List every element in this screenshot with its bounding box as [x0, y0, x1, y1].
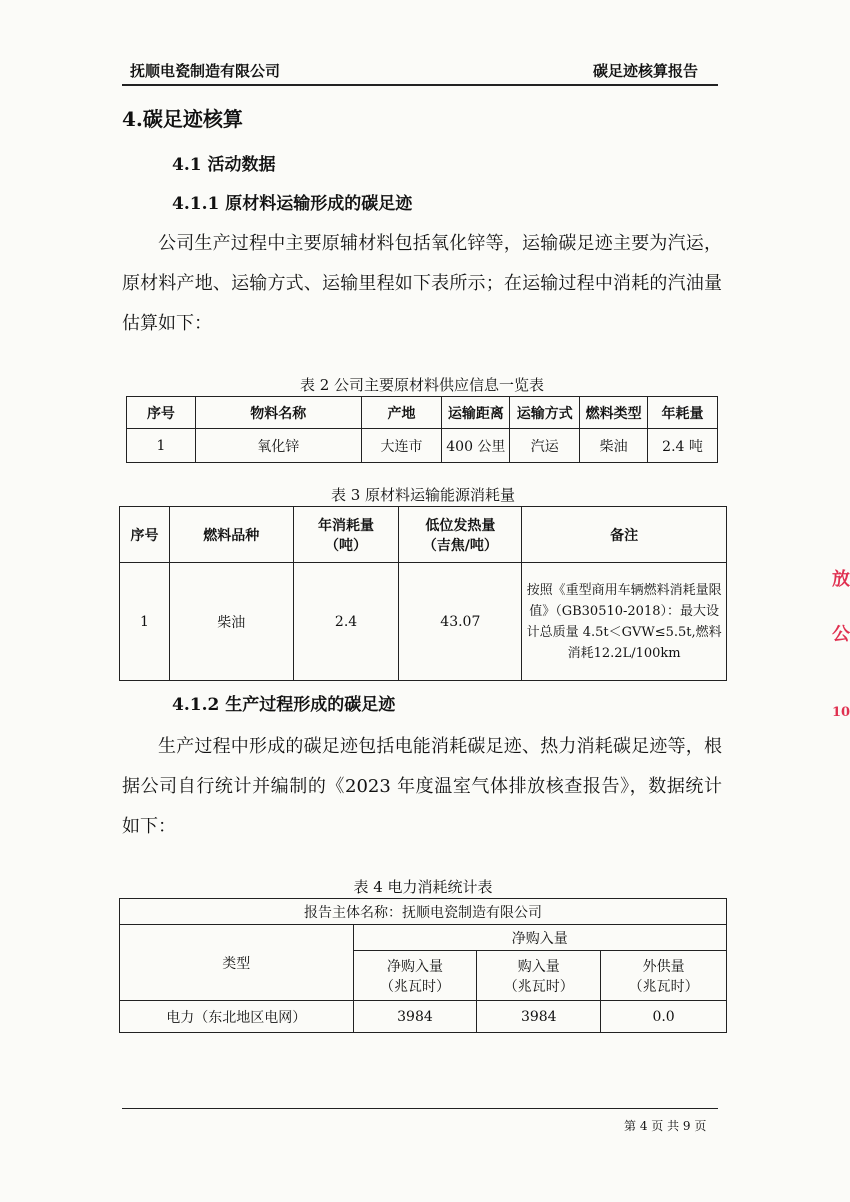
t3-cell-annual: 2.4 — [293, 563, 399, 681]
t3-header-fuel: 燃料品种 — [169, 507, 293, 563]
t2-header-distance: 运输距离 — [442, 397, 510, 429]
t3-header-ncv-label: 低位发热量 — [425, 517, 496, 534]
t3-header-annual-label: 年消耗量 — [318, 517, 375, 534]
t2-cell-annual: 2.4 吨 — [648, 429, 718, 463]
page-number: 第 4 页 共 9 页 — [624, 1119, 707, 1133]
t4-header-type: 类型 — [120, 925, 354, 1001]
t2-header-material: 物料名称 — [195, 397, 361, 429]
table3-caption: 表 3 原材料运输能源消耗量 — [330, 486, 516, 504]
table-electricity — [119, 898, 727, 1033]
t3-header-note: 备注 — [522, 507, 727, 563]
t4-cell-type: 电力（东北地区电网） — [120, 1001, 354, 1033]
t2-cell-mode: 汽运 — [510, 429, 580, 463]
t4-header-net — [353, 951, 477, 1001]
t4-entity: 报告主体名称：抚顺电瓷制造有限公司 — [120, 899, 727, 925]
t2-cell-fuel: 柴油 — [580, 429, 648, 463]
t3-header-no: 序号 — [120, 507, 170, 563]
t4-cell-net: 3984 — [353, 1001, 477, 1033]
t4-cell-purchased: 3984 — [477, 1001, 601, 1033]
table2-caption: 表 2 公司主要原材料供应信息一览表 — [299, 376, 545, 394]
section-title: 4.碳足迹核算 — [122, 107, 243, 131]
paragraph-production: 生产过程中形成的碳足迹包括电能消耗碳足迹、热力消耗碳足迹等，根据公司自行统计并编制的《2023 年度温室气体排放核查报告》，数据统计如下： — [122, 736, 722, 837]
t4-header-purchased-unit: （兆瓦时） — [503, 978, 574, 995]
t3-cell-fuel: 柴油 — [169, 563, 293, 681]
t4-header-net-unit: （兆瓦时） — [379, 978, 450, 995]
t4-header-exported-label: 外供量 — [642, 958, 685, 975]
t2-cell-no: 1 — [127, 429, 196, 463]
t2-header-annual: 年耗量 — [648, 397, 718, 429]
seal-stamp-mark-1: 放 — [832, 569, 850, 590]
table-row — [120, 563, 727, 681]
subsection-4-1-1: 4.1.1 原材料运输形成的碳足迹 — [172, 194, 413, 214]
table-transport-energy — [119, 506, 727, 681]
table-material-supply — [126, 396, 718, 463]
t3-cell-ncv: 43.07 — [399, 563, 522, 681]
t4-header-net-group: 净购入量 — [353, 925, 726, 951]
t3-header-ncv-unit: （吉焦/吨） — [422, 537, 498, 554]
t3-header-annual-unit: （吨） — [325, 537, 368, 554]
t4-header-purchased-label: 购入量 — [517, 958, 560, 975]
table-row — [127, 429, 718, 463]
table4-caption: 表 4 电力消耗统计表 — [353, 878, 493, 896]
t4-header-net-label: 净购入量 — [386, 958, 443, 975]
t3-cell-no: 1 — [120, 563, 170, 681]
t4-cell-exported: 0.0 — [601, 1001, 727, 1033]
header-divider — [122, 84, 718, 86]
footer-divider — [122, 1108, 718, 1109]
t2-cell-origin: 大连市 — [361, 429, 442, 463]
table-row — [120, 1001, 727, 1033]
t2-header-fuel: 燃料类型 — [580, 397, 648, 429]
t2-header-origin: 产地 — [361, 397, 442, 429]
t3-header-annual — [293, 507, 399, 563]
t2-header-mode: 运输方式 — [510, 397, 580, 429]
t4-header-purchased — [477, 951, 601, 1001]
t4-header-exported-unit: （兆瓦时） — [628, 978, 699, 995]
header-report-title: 碳足迹核算报告 — [593, 62, 699, 80]
t2-cell-distance: 400 公里 — [442, 429, 510, 463]
t3-cell-note: 按照《重型商用车辆燃料消耗量限值》（GB30510-2018）：最大设计总质量 4.5t＜GVW≤5.5t,燃料消耗12.2L/100km — [522, 563, 727, 681]
paragraph-transport: 公司生产过程中主要原辅材料包括氧化锌等，运输碳足迹主要为汽运，原材料产地、运输方式、运输里程如下表所示；在运输过程中消耗的汽油量估算如下： — [122, 233, 722, 334]
seal-stamp-mark-3: 10 — [832, 705, 850, 720]
header-company: 抚顺电瓷制造有限公司 — [130, 62, 281, 80]
seal-stamp-mark-2: 公 — [832, 624, 850, 645]
t2-header-no: 序号 — [127, 397, 196, 429]
subsection-4-1: 4.1 活动数据 — [172, 155, 276, 175]
t2-cell-material: 氧化锌 — [195, 429, 361, 463]
t3-header-ncv — [399, 507, 522, 563]
subsection-4-1-2: 4.1.2 生产过程形成的碳足迹 — [172, 695, 396, 715]
t4-header-exported — [601, 951, 727, 1001]
